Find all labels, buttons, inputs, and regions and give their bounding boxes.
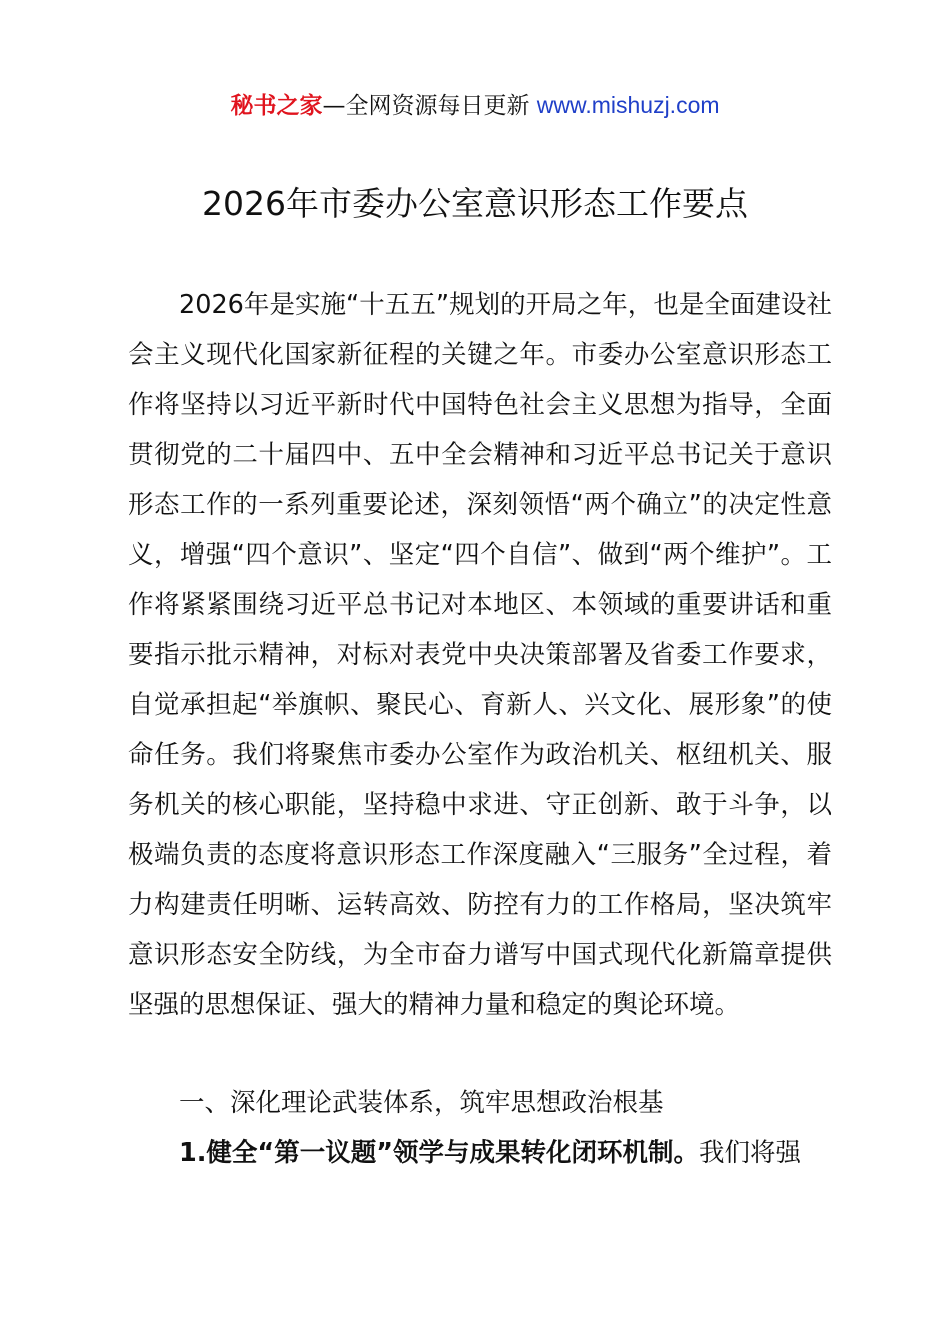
header-tagline: —全网资源每日更新 bbox=[322, 93, 537, 119]
point-1-title: 1.健全“第一议题”领学与成果转化闭环机制。 bbox=[179, 1138, 699, 1168]
point-1-paragraph bbox=[128, 1128, 832, 1178]
site-url-link[interactable]: www.mishuzj.com bbox=[536, 92, 720, 118]
site-header bbox=[0, 88, 950, 123]
point-1-text: 我们将强 bbox=[698, 1138, 801, 1168]
section-heading-1: 一、深化理论武装体系，筑牢思想政治根基 bbox=[179, 1088, 664, 1118]
brand-name: 秘书之家 bbox=[230, 93, 323, 119]
intro-paragraph: 2026年是实施“十五五”规划的开局之年，也是全面建设社会主义现代化国家新征程的关键之年。市委办公室意识形态工作将坚持以习近平新时代中国特色社会主义思想为指导，全面贯彻党的二十届四中、五中全会精神和习近平总书记关于意识形态工作的一系列重要论述，深刻领悟“两个确立”的决定性意义，增强“四个意识”、坚定“四个自信”、做到“两个维护”。工作将紧紧围绕习近平总书记对本地区、本领域的重要讲话和重要指示批示精神，对标对表党中央决策部署及省委工作要求，自觉承担起“举旗帜、聚民心、育新人、兴文化、展形象”的使命任务。我们将聚焦市委办公室作为政治机关、枢纽机关、服务机关的核心职能，坚持稳中求进、守正创新、敢于斗争，以极端负责的态度将意识形态工作深度融入“三服务”全过程，着力构建责任明晰、运转高效、防控有力的工作格局，坚决筑牢意识形态安全防线，为全市奋力谱写中国式现代化新篇章提供坚强的思想保证、强大的精神力量和稳定的舆论环境。 bbox=[128, 290, 832, 1020]
document-title: 2026年市委办公室意识形态工作要点 bbox=[202, 184, 748, 223]
